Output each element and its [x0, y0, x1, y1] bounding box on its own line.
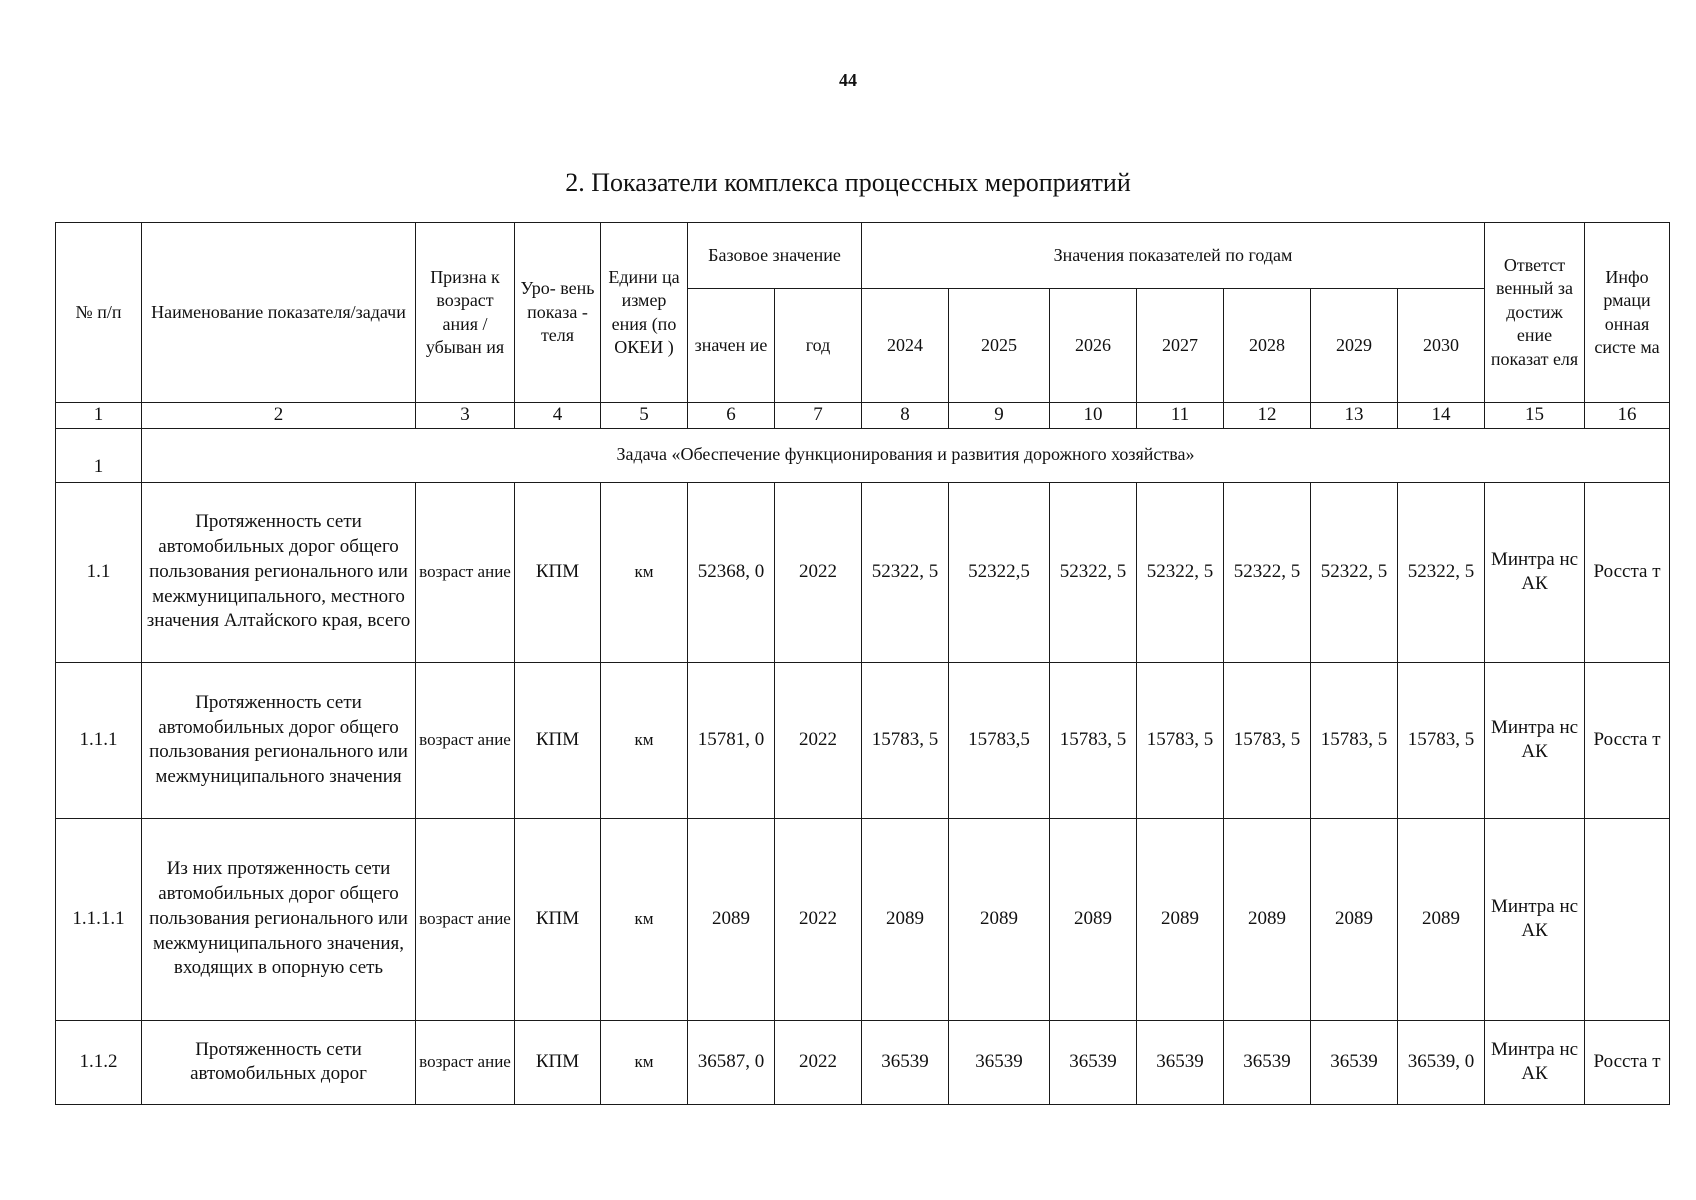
header-num: № п/п [56, 223, 142, 403]
column-number: 5 [601, 403, 688, 429]
row-name: Протяженность сети автомобильных дорог общего пользования регионального или межмуниципального, местного значения Алтайского края, всего [142, 482, 416, 662]
row-responsible: Минтра нс АК [1485, 818, 1585, 1020]
column-number: 8 [862, 403, 949, 429]
column-number: 10 [1050, 403, 1137, 429]
task-text: Задача «Обеспечение функционирования и развития дорожного хозяйства» [142, 428, 1670, 482]
row-num: 1.1.2 [56, 1020, 142, 1104]
header-year-2025: 2025 [949, 289, 1050, 403]
column-number: 7 [775, 403, 862, 429]
row-info-system: Росста т [1585, 662, 1670, 818]
row-value-2028: 52322, 5 [1224, 482, 1311, 662]
page-title: 2. Показатели комплекса процессных мероприятий [565, 168, 1131, 197]
row-value-2025: 2089 [949, 818, 1050, 1020]
column-number: 9 [949, 403, 1050, 429]
row-value-2024: 36539 [862, 1020, 949, 1104]
table-row [56, 662, 1670, 818]
header-info-system: Инфо рмаци онная систе ма [1585, 223, 1670, 403]
row-name: Протяженность сети автомобильных дорог [142, 1020, 416, 1104]
column-number: 12 [1224, 403, 1311, 429]
row-name: Протяженность сети автомобильных дорог общего пользования регионального или межмуниципального значения [142, 662, 416, 818]
row-base-year: 2022 [775, 818, 862, 1020]
column-number: 15 [1485, 403, 1585, 429]
table-row [56, 482, 1670, 662]
row-unit: км [601, 1020, 688, 1104]
header-base: Базовое значение [688, 223, 862, 289]
indicators-table [55, 222, 1670, 1105]
row-value-2027: 15783, 5 [1137, 662, 1224, 818]
row-base-value: 15781, 0 [688, 662, 775, 818]
row-value-2028: 36539 [1224, 1020, 1311, 1104]
row-value-2025: 36539 [949, 1020, 1050, 1104]
row-value-2029: 36539 [1311, 1020, 1398, 1104]
row-unit: км [601, 818, 688, 1020]
row-value-2030: 36539, 0 [1398, 1020, 1485, 1104]
row-num: 1.1.1.1 [56, 818, 142, 1020]
row-value-2030: 2089 [1398, 818, 1485, 1020]
row-value-2025: 52322,5 [949, 482, 1050, 662]
row-value-2024: 52322, 5 [862, 482, 949, 662]
column-number: 1 [56, 403, 142, 429]
row-unit: км [601, 482, 688, 662]
row-responsible: Минтра нс АК [1485, 482, 1585, 662]
header-year-2030: 2030 [1398, 289, 1485, 403]
row-value-2026: 36539 [1050, 1020, 1137, 1104]
header-unit: Едини ца измер ения (по ОКЕИ ) [601, 223, 688, 403]
row-base-value: 36587, 0 [688, 1020, 775, 1104]
column-number: 11 [1137, 403, 1224, 429]
row-level: КПМ [515, 662, 601, 818]
header-level: Уро- вень показа - теля [515, 223, 601, 403]
header-responsible: Ответст венный за достиж ение показат еля [1485, 223, 1585, 403]
header-name: Наименование показателя/задачи [142, 223, 416, 403]
column-number: 6 [688, 403, 775, 429]
row-value-2026: 15783, 5 [1050, 662, 1137, 818]
row-value-2026: 52322, 5 [1050, 482, 1137, 662]
column-number-row [56, 403, 1670, 429]
row-value-2029: 2089 [1311, 818, 1398, 1020]
header-year-2026: 2026 [1050, 289, 1137, 403]
row-base-year: 2022 [775, 662, 862, 818]
row-sign: возраст ание [416, 662, 515, 818]
header-year-2027: 2027 [1137, 289, 1224, 403]
row-info-system: Росста т [1585, 482, 1670, 662]
column-number: 16 [1585, 403, 1670, 429]
column-number: 4 [515, 403, 601, 429]
row-base-year: 2022 [775, 482, 862, 662]
row-value-2024: 2089 [862, 818, 949, 1020]
column-number: 13 [1311, 403, 1398, 429]
row-base-year: 2022 [775, 1020, 862, 1104]
row-value-2028: 2089 [1224, 818, 1311, 1020]
row-info-system: Росста т [1585, 1020, 1670, 1104]
task-num: 1 [56, 428, 142, 482]
row-value-2028: 15783, 5 [1224, 662, 1311, 818]
page-number: 44 [839, 70, 857, 90]
row-value-2029: 52322, 5 [1311, 482, 1398, 662]
header-base-year: год [775, 289, 862, 403]
header-years-group: Значения показателей по годам [862, 223, 1485, 289]
row-unit: км [601, 662, 688, 818]
row-level: КПМ [515, 1020, 601, 1104]
header-sign: Призна к возраст ания /убыван ия [416, 223, 515, 403]
row-responsible: Минтра нс АК [1485, 662, 1585, 818]
row-value-2026: 2089 [1050, 818, 1137, 1020]
row-value-2024: 15783, 5 [862, 662, 949, 818]
row-value-2027: 52322, 5 [1137, 482, 1224, 662]
row-base-value: 52368, 0 [688, 482, 775, 662]
header-year-2028: 2028 [1224, 289, 1311, 403]
row-base-value: 2089 [688, 818, 775, 1020]
row-responsible: Минтра нс АК [1485, 1020, 1585, 1104]
row-sign: возраст ание [416, 818, 515, 1020]
row-value-2030: 15783, 5 [1398, 662, 1485, 818]
header-year-2024: 2024 [862, 289, 949, 403]
row-value-2030: 52322, 5 [1398, 482, 1485, 662]
column-number: 3 [416, 403, 515, 429]
row-value-2029: 15783, 5 [1311, 662, 1398, 818]
row-level: КПМ [515, 482, 601, 662]
row-num: 1.1.1 [56, 662, 142, 818]
column-number: 14 [1398, 403, 1485, 429]
table-row [56, 818, 1670, 1020]
header-year-2029: 2029 [1311, 289, 1398, 403]
table-row [56, 1020, 1670, 1104]
row-value-2025: 15783,5 [949, 662, 1050, 818]
row-name: Из них протяженность сети автомобильных дорог общего пользования регионального или межмуниципального значения, входящих в опорную сеть [142, 818, 416, 1020]
row-num: 1.1 [56, 482, 142, 662]
row-sign: возраст ание [416, 482, 515, 662]
row-sign: возраст ание [416, 1020, 515, 1104]
row-level: КПМ [515, 818, 601, 1020]
column-number: 2 [142, 403, 416, 429]
task-row [56, 428, 1670, 482]
header-base-value: значен ие [688, 289, 775, 403]
row-value-2027: 36539 [1137, 1020, 1224, 1104]
row-info-system [1585, 818, 1670, 1020]
row-value-2027: 2089 [1137, 818, 1224, 1020]
